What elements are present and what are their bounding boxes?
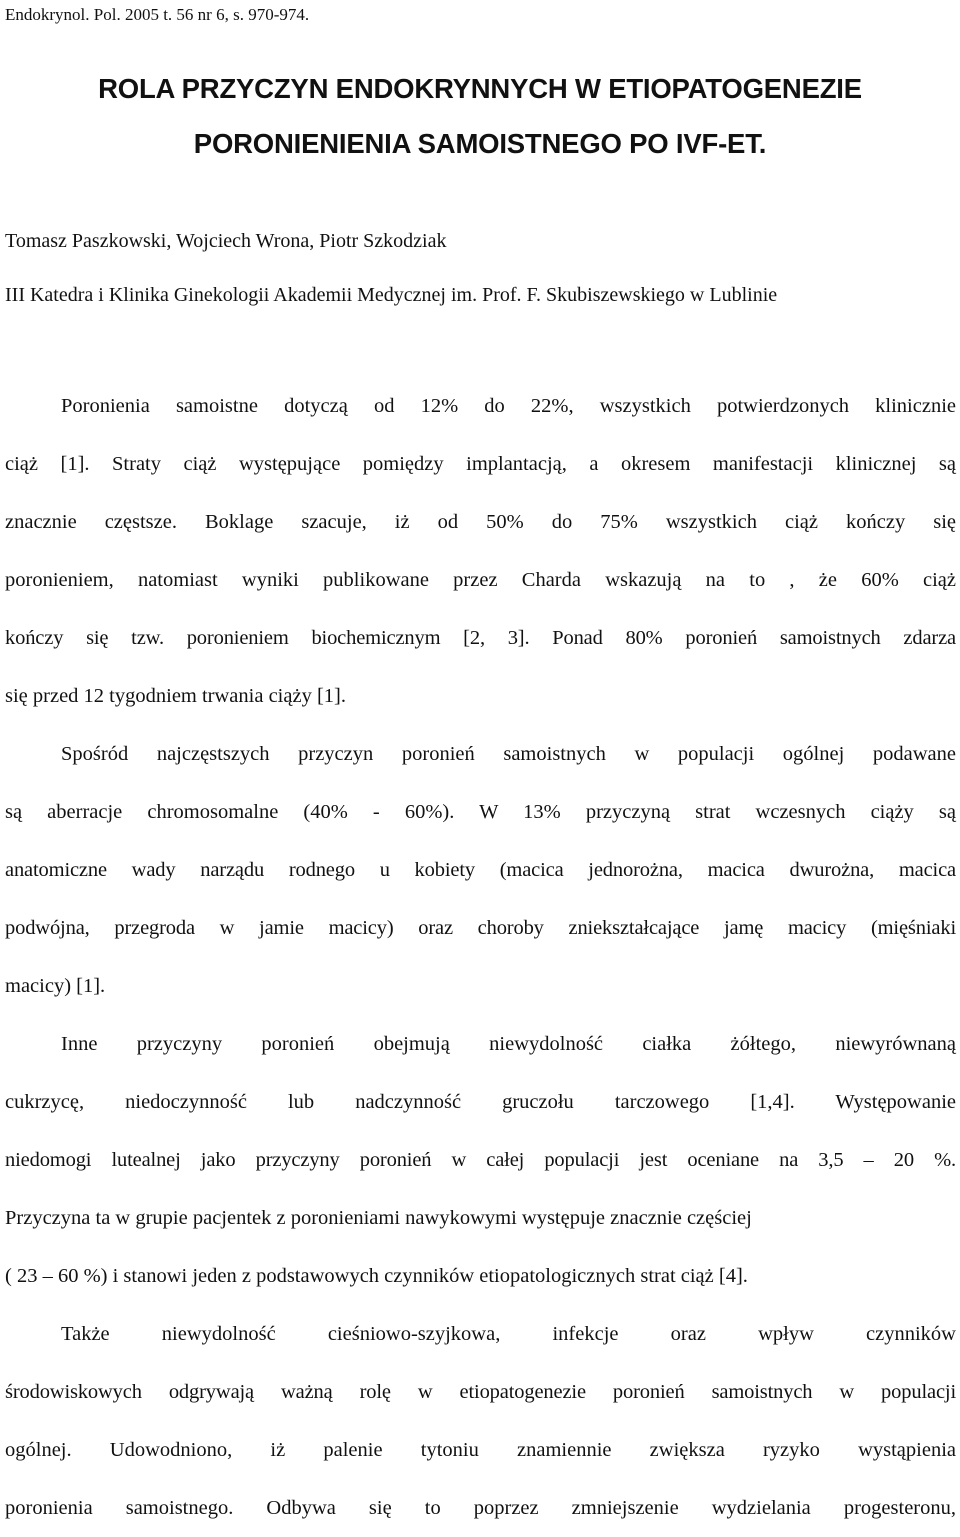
paragraph-4-line: ogólnej. Udowodniono, iż palenie tytoniu znamiennie zwiększa ryzyko wystąpienia [5, 1439, 956, 1461]
paragraph-1-line: kończy się tzw. poronieniem biochemicznym [2, 3]. Ponad 80% poronień samoistnych zdarza [5, 627, 956, 649]
article-title-line-2: PORONIENIENIA SAMOISTNEGO PO IVF-ET. [193, 128, 767, 159]
paragraph-3-line: niedomogi lutealnej jako przyczyny poronień w całej populacji jest oceniane na 3,5 – 20 %. [5, 1149, 956, 1171]
paragraph-3-line: Inne przyczyny poronień obejmują niewydolność ciałka żółtego, niewyrównaną [61, 1033, 956, 1055]
article-title-line-1: ROLA PRZYCZYN ENDOKRYNNYCH W ETIOPATOGENEZIE [98, 73, 862, 104]
journal-citation: Endokrynol. Pol. 2005 t. 56 nr 6, s. 970-974. [5, 5, 310, 24]
paragraph-4-line: środowiskowych odgrywają ważną rolę w etiopatogenezie poronień samoistnych w populacji [5, 1381, 956, 1403]
paragraph-1-line: się przed 12 tygodniem trwania ciąży [1]. [5, 685, 346, 707]
paragraph-2-line: macicy) [1]. [5, 975, 106, 997]
paragraph-2-line: są aberracje chromosomalne (40% - 60%). W 13% przyczyną strat wczesnych ciąży są [5, 801, 956, 823]
paragraph-2-line: podwójna, przegroda w jamie macicy) oraz choroby zniekształcające jamę macicy (mięśniaki [5, 917, 956, 939]
paragraph-4-line: Także niewydolność cieśniowo-szyjkowa, infekcje oraz wpływ czynników [61, 1323, 956, 1345]
paragraph-1-line: Poronienia samoistne dotyczą od 12% do 22%, wszystkich potwierdzonych klinicznie [61, 395, 956, 417]
paragraph-4-line: poronienia samoistnego. Odbywa się to poprzez zmniejszenie wydzielania progesteronu, [5, 1497, 956, 1519]
paragraph-3-line: Przyczyna ta w grupie pacjentek z poronieniami nawykowymi występuje znacznie częściej [5, 1207, 752, 1229]
paragraph-2-line: anatomiczne wady narządu rodnego u kobiety (macica jednorożna, macica dwurożna, macica [5, 859, 956, 881]
paragraph-1-line: poronieniem, natomiast wyniki publikowane przez Charda wskazują na to , że 60% ciąż [5, 569, 956, 591]
paragraph-1-line: ciąż [1]. Straty ciąż występujące pomiędzy implantacją, a okresem manifestacji klinicznej są [5, 453, 956, 475]
paragraph-3-line: cukrzycę, niedoczynność lub nadczynność gruczołu tarczowego [1,4]. Występowanie [5, 1091, 956, 1113]
article-body [5, 377, 956, 1537]
paragraph-1-line: znacznie częstsze. Boklage szacuje, iż od 50% do 75% wszystkich ciąż kończy się [5, 511, 956, 533]
paragraph-3-line: ( 23 – 60 %) i stanowi jeden z podstawowych czynników etiopatologicznych strat ciąż [4]. [5, 1265, 748, 1287]
author-list: Tomasz Paszkowski, Wojciech Wrona, Piotr Szkodziak [5, 230, 447, 252]
author-affiliation: III Katedra i Klinika Ginekologii Akademii Medycznej im. Prof. F. Skubiszewskiego w Lublinie [5, 284, 778, 306]
paragraph-2-line: Spośród najczęstszych przyczyn poronień samoistnych w populacji ogólnej podawane [61, 743, 956, 765]
